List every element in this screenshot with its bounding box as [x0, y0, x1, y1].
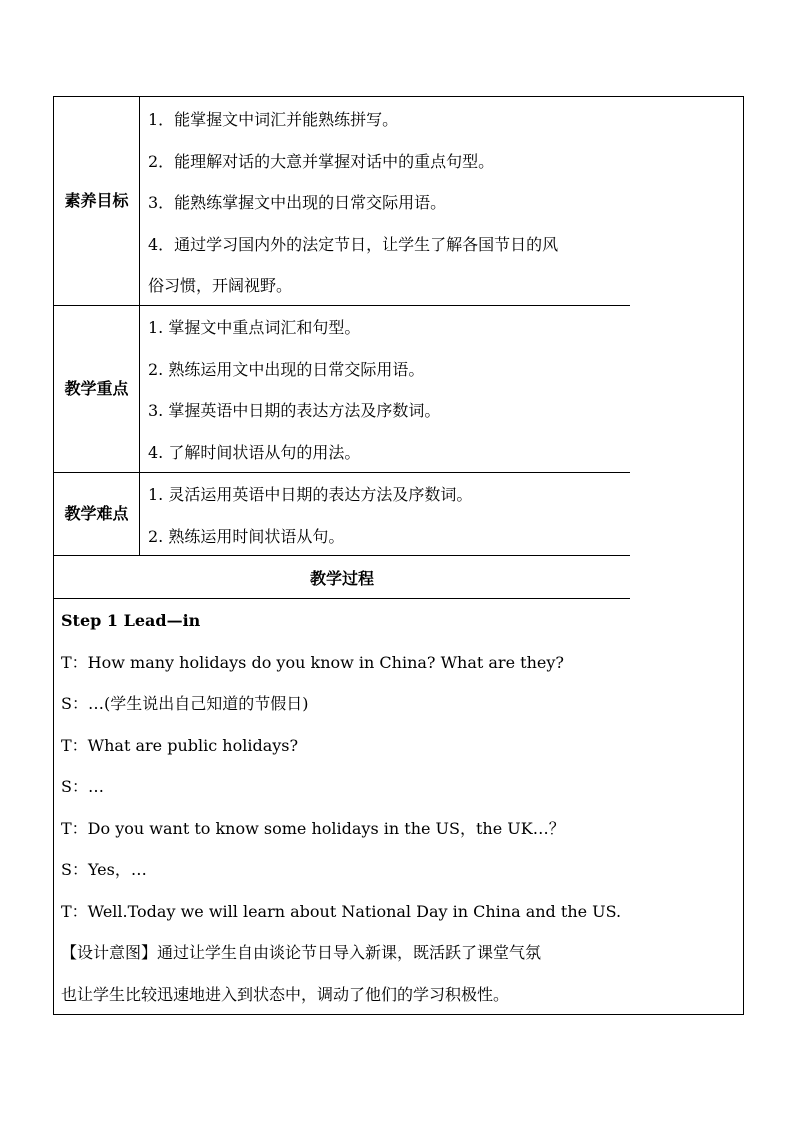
difficulties-content [139, 472, 630, 555]
dialogue-line: T：Well.Today we will learn about National Day in China and the US. [61, 901, 622, 921]
goal-item: 3．能熟练掌握文中出现的日常交际用语。 [148, 193, 447, 212]
dialogue-line: S：…(学生说出自己知道的节假日) [61, 694, 309, 713]
key-points-content [139, 305, 630, 472]
goal-item: 2．能理解对话的大意并掌握对话中的重点句型。 [148, 151, 495, 171]
difficulties-label: 教学难点 [53, 472, 139, 555]
key-point-item: 2. 熟练运用文中出现的日常交际用语。 [148, 359, 425, 379]
dialogue-line: S：Yes，… [61, 860, 147, 879]
goal-item: 4．通过学习国内外的法定节日，让学生了解各国节日的风 [148, 234, 559, 254]
dialogue-line: T：Do you want to know some holidays in the US，the UK…？ [61, 818, 565, 838]
design-intent-line: 【设计意图】通过让学生自由谈论节日导入新课，既活跃了课堂气氛 [61, 943, 542, 962]
process-content [53, 598, 630, 1015]
difficulty-item: 1. 灵活运用英语中日期的表达方法及序数词。 [148, 485, 473, 504]
difficulty-item: 2. 熟练运用时间状语从句。 [148, 526, 345, 546]
dialogue-line: S：… [61, 777, 104, 796]
goals-content [139, 96, 630, 305]
key-point-item: 1. 掌握文中重点词汇和句型。 [148, 318, 361, 337]
dialogue-line: T：What are public holidays? [61, 735, 299, 755]
key-point-item: 4. 了解时间状语从句的用法。 [148, 442, 361, 462]
goals-label: 素养目标 [53, 96, 139, 305]
step-title: Step 1 Lead—in [61, 611, 201, 630]
design-intent-line: 也让学生比较迅速地进入到状态中，调动了他们的学习积极性。 [61, 984, 510, 1004]
key-points-label: 教学重点 [53, 305, 139, 472]
goal-item: 1．能掌握文中词汇并能熟练拼写。 [148, 110, 399, 129]
goal-item: 俗习惯，开阔视野。 [148, 276, 293, 295]
key-point-item: 3. 掌握英语中日期的表达方法及序数词。 [148, 401, 441, 420]
process-header: 教学过程 [53, 555, 630, 598]
notes-column [630, 96, 744, 1015]
dialogue-line: T：How many holidays do you know in China? What are they? [61, 652, 564, 672]
